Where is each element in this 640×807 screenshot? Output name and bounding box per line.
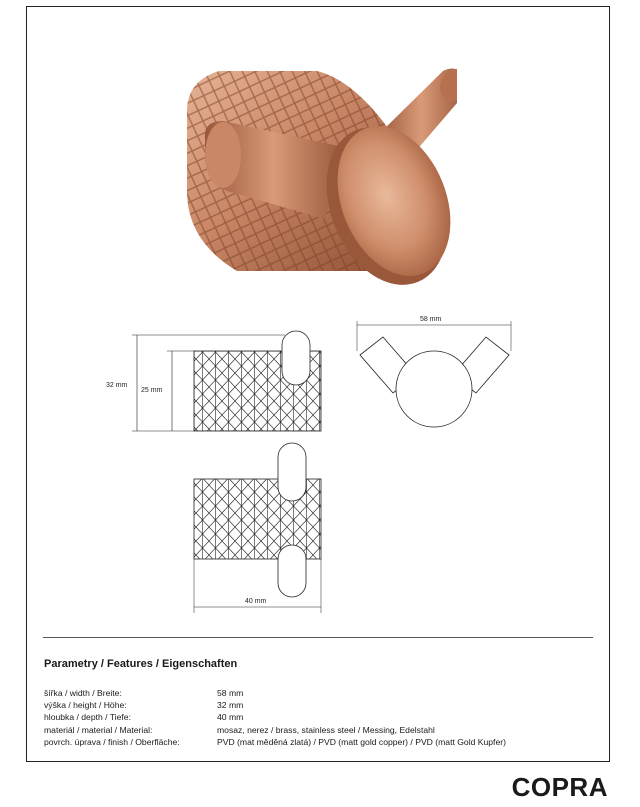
spec-label: povrch. úprava / finish / Oberfläche:: [44, 736, 180, 747]
spec-value: 40 mm: [217, 712, 244, 723]
spec-value: mosaz, nerez / brass, stainless steel / Messing, Edelstahl: [217, 724, 435, 735]
spec-row-material: [44, 724, 506, 736]
spec-label: výška / height / Höhe:: [44, 700, 127, 711]
spec-label: šířka / width / Breite:: [44, 688, 122, 698]
width-dimension-label: 58 mm: [420, 316, 442, 323]
brand-name: COPRA: [511, 772, 608, 802]
depth-dimension-label: 40 mm: [245, 598, 267, 605]
technical-drawings: [27, 303, 611, 623]
side-view-drawing: [106, 331, 321, 431]
spec-value: 32 mm: [217, 700, 244, 711]
height-dimension-label: 32 mm: [106, 382, 128, 389]
spec-row-finish: [44, 736, 506, 748]
features-table: [44, 687, 506, 748]
divider: [43, 637, 593, 638]
features-title: Parametry / Features / Eigenschaften: [44, 658, 238, 670]
spec-row-depth: [44, 711, 506, 723]
spec-label: hloubka / depth / Tiefe:: [44, 712, 131, 723]
spec-value: PVD (mat měděná zlatá) / PVD (matt gold copper) / PVD (matt Gold Kupfer): [217, 736, 506, 747]
body-height-dimension-label: 25 mm: [141, 387, 163, 394]
spec-row-width: [44, 687, 506, 699]
spec-row-height: [44, 699, 506, 711]
spec-label: materiál / material / Material:: [44, 724, 153, 735]
top-view-drawing: [194, 443, 321, 613]
front-view-drawing: [357, 316, 511, 427]
spec-value: 58 mm: [217, 688, 244, 698]
product-photo: [147, 41, 457, 301]
product-sheet: [26, 6, 610, 762]
